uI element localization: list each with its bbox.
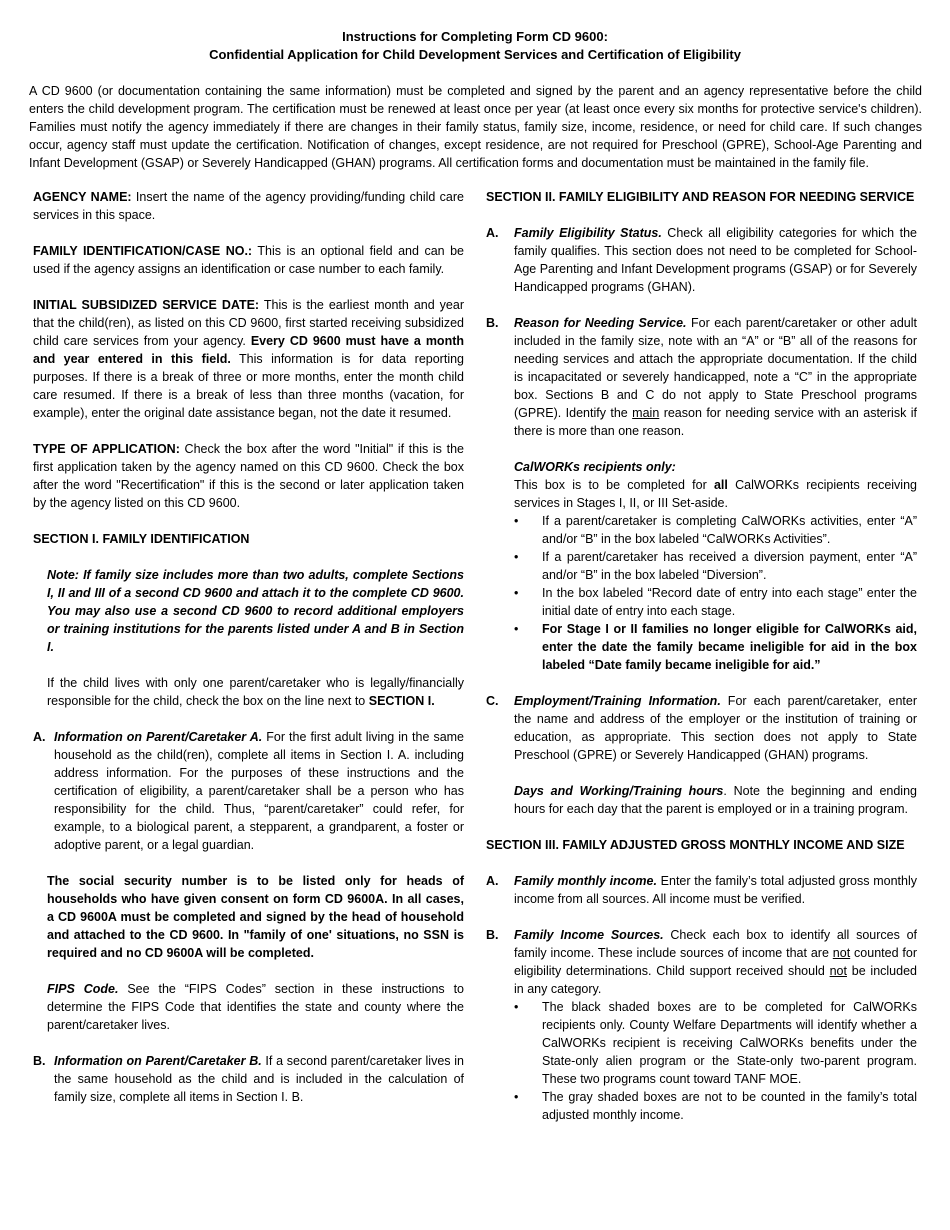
- title-line-1: Instructions for Completing Form CD 9600:: [342, 29, 608, 44]
- item-b-letter: B.: [33, 1054, 46, 1068]
- section-1-heading: SECTION I. FAMILY IDENTIFICATION: [33, 532, 250, 546]
- s2-item-b-label: Reason for Needing Service.: [514, 316, 687, 330]
- fips-label: FIPS Code.: [47, 982, 119, 996]
- right-column: [486, 188, 917, 1124]
- section-1-note: Note: If family size includes more than two adults, complete Sections I, II and III of a second CD 9600 and attach it to the complete CD 9600. You may also use a second CD 9600 to record additional employers or training institutions for the parents listed under A and B in Section I.: [47, 568, 464, 654]
- s3-item-b-letter: B.: [486, 928, 499, 942]
- s2-item-a-label: Family Eligibility Status.: [514, 226, 662, 240]
- days-hours-label: Days and Working/Training hours: [514, 784, 724, 798]
- s2-item-b-text-2: reason for needing service with an asterisk if there is more than one reason.: [514, 406, 917, 438]
- item-a-label: Information on Parent/Caretaker A.: [54, 730, 263, 744]
- item-a-text: For the first adult living in the same household as the child(ren), complete all items in Section I. A. including address information. For the purposes of these instructions and the certification of eligibility, a parent/caretaker shall be a person who has responsibility for the child. Thus, “parent/caretaker” could refer, for example, to a biological parent, a stepparent, a grandparent, a foster or adoptive parent, or a legal guardian.: [54, 730, 465, 852]
- initial-date-text-2: This information is for data reporting purposes. If there is a break of three or more months, enter the month child care resumed. If there is a break of less than three months (vacation, for example), enter the original date assistance began, not the date it resumed.: [33, 352, 464, 420]
- s2-item-c-label: Employment/Training Information.: [514, 694, 721, 708]
- s2-item-b-letter: B.: [486, 316, 499, 330]
- s3-item-a-letter: A.: [486, 874, 499, 888]
- item-b-text: If a second parent/caretaker lives in the same household as the child and is included in the calculation of family size, complete all items in Section I. B.: [54, 1054, 464, 1104]
- s2-item-a-letter: A.: [486, 226, 499, 240]
- document-title: [0, 28, 950, 64]
- days-hours-text: . Note the beginning and ending hours for each day that the parent is employed or in a training program.: [514, 784, 917, 816]
- left-column: [33, 188, 464, 1106]
- agency-name-paragraph: [33, 188, 464, 224]
- title-line-2: Confidential Application for Child Development Services and Certification of Eligibility: [209, 47, 741, 62]
- intro-paragraph: A CD 9600 (or documentation containing the same information) must be completed and signed by the parent and an agency representative before the child enters the child development program. The certification must be renewed at least once per year (at least once every six months for protective service's children). Families must notify the agency immediately if there are changes in their family status, family size, income, residence, or need for child care. If such changes occur, agency staff must update the certification. Notification of changes, except residence, are not required for Preschool (GPRE), School-Age Parenting and Infant Development (GSAP) or Severely Handicapped (GHAN) programs. All certification forms and documentation must be maintained in the family file.: [29, 84, 922, 170]
- s3-item-b-text: Check each box to identify all sources of family income. These include sources of income that are: [514, 928, 917, 960]
- ssn-note: The social security number is to be listed only for heads of households who have given consent on form CD 9600A. In all cases, a CD 9600A must be completed and signed by the head of household and attached to the CD 9600. In "family of one' situations, no SSN is required and no CD 9600A will be completed.: [47, 874, 464, 960]
- calworks-heading: CalWORKs recipients only:: [514, 460, 676, 474]
- item-b-label: Information on Parent/Caretaker B.: [54, 1054, 262, 1068]
- calworks-text: This box is to be completed for: [514, 478, 714, 492]
- agency-name-text: Insert the name of the agency providing/funding child care services in this space.: [33, 190, 464, 222]
- s3-item-b-text-3: be included in any category.: [514, 964, 917, 996]
- type-application-label: TYPE OF APPLICATION:: [33, 442, 180, 456]
- agency-name-label: AGENCY NAME:: [33, 190, 132, 204]
- s3-item-b-label: Family Income Sources.: [514, 928, 664, 942]
- income-bullet: • The gray shaded boxes are not to be counted in the family’s total adjusted monthly income.: [514, 1090, 917, 1122]
- s3-item-a: [486, 872, 917, 908]
- initial-date-text: This is the earliest month and year that the child(ren), as listed on this CD 9600, first started receiving subsidized child care services from your agency.: [33, 298, 464, 348]
- s3-item-a-text: Enter the family’s total adjusted gross monthly income from all sources. All income must be verified.: [514, 874, 917, 906]
- item-a-parent-caretaker: [33, 728, 464, 854]
- s2-item-b: [486, 314, 917, 440]
- s2-item-a-text: Check all eligibility categories for which the family qualifies. This section does not need to be completed for School-Age Parenting and Infant Development programs (GSAP) or for Severely Handicapped programs (GHAN).: [514, 226, 917, 294]
- calworks-bullet: • If a parent/caretaker has received a diversion payment, enter “A” and/or “B” in the box labeled “Diversion”.: [514, 550, 917, 582]
- family-id-label: FAMILY IDENTIFICATION/CASE NO.:: [33, 244, 253, 258]
- calworks-bullet-bold: • For Stage I or II families no longer eligible for CalWORKs aid, enter the date the family became ineligible for aid in the box labeled “Date family became ineligible for aid.”: [514, 622, 917, 672]
- one-parent-text: If the child lives with only one parent/caretaker who is legally/financially responsible for the child, check the box on the line next to: [47, 676, 464, 708]
- section-3-heading: SECTION III. FAMILY ADJUSTED GROSS MONTHLY INCOME AND SIZE: [486, 838, 905, 852]
- s2-item-c: [486, 692, 917, 764]
- type-application-text: Check the box after the word "Initial" if this is the first application taken by the agency named on this CD 9600. Check the box after the word "Recertification" if this is the second or later application taken by the agency listed on this CD 9600.: [33, 442, 464, 510]
- s3-item-a-label: Family monthly income.: [514, 874, 657, 888]
- initial-date-paragraph: [33, 296, 464, 422]
- s2-item-b-underline: main: [632, 406, 660, 420]
- type-application-paragraph: [33, 440, 464, 512]
- s3-item-b-underline-2: not: [829, 964, 847, 978]
- calworks-bold: all: [713, 478, 728, 492]
- s2-item-c-text: For each parent/caretaker, enter the name and address of the employer or the institution of training or education, as appropriate. This section does not apply to State Preschool (GPRE) or Severely Handicapped (GHAN) programs.: [514, 694, 917, 762]
- initial-date-bold: Every CD 9600 must have a month and year entered in this field.: [33, 334, 464, 366]
- calworks-text-2: CalWORKs recipients receiving services in Stages I, II, or III Set-aside.: [514, 478, 917, 510]
- s3-item-b-underline: not: [832, 946, 851, 960]
- one-parent-bold: SECTION I.: [368, 694, 435, 708]
- s3-item-b: [486, 926, 917, 998]
- calworks-paragraph: [514, 476, 917, 512]
- days-hours-paragraph: [514, 782, 917, 818]
- item-b-parent-caretaker: [33, 1052, 464, 1106]
- calworks-bullet: • If a parent/caretaker is completing CalWORKs activities, enter “A” and/or “B” in the box labeled “CalWORKs Activities”.: [514, 514, 917, 546]
- calworks-bullet: • In the box labeled “Record date of entry into each stage” enter the initial date of entry into each stage.: [514, 586, 917, 618]
- fips-text: See the “FIPS Codes” section in these instructions to determine the FIPS Code that identifies the state and county where the parent/caretaker lives.: [47, 982, 464, 1032]
- s2-item-c-letter: C.: [486, 694, 499, 708]
- fips-paragraph: [47, 980, 464, 1034]
- s2-item-a: [486, 224, 917, 296]
- family-id-paragraph: [33, 242, 464, 278]
- one-parent-paragraph: [47, 674, 464, 710]
- s2-item-b-text: For each parent/caretaker or other adult included in the family size, note with an “A” or “B” all of the reasons for needing services and attach the appropriate documentation. If the child is incapacitated or severely handicapped, note a “C” in the appropriate box. Sections B and C do not apply to State Preschool programs (GPRE). Identify the: [514, 316, 917, 420]
- income-bullet: • The black shaded boxes are to be completed for CalWORKs recipients only. County Welfare Departments will identify whether a CalWORKs recipient is receiving CalWORKs benefits under the State-only alien program or the State-only two-parent program. These two programs count toward TANF MOE.: [514, 1000, 917, 1086]
- item-a-letter: A.: [33, 730, 46, 744]
- family-id-text: This is an optional field and can be used if the agency assigns an identification or case number to each family.: [33, 244, 465, 276]
- initial-date-label: INITIAL SUBSIDIZED SERVICE DATE:: [33, 298, 260, 312]
- section-2-heading: SECTION II. FAMILY ELIGIBILITY AND REASON FOR NEEDING SERVICE: [486, 190, 915, 204]
- s3-item-b-text-2: counted for eligibility determinations. Child support received should: [514, 946, 918, 978]
